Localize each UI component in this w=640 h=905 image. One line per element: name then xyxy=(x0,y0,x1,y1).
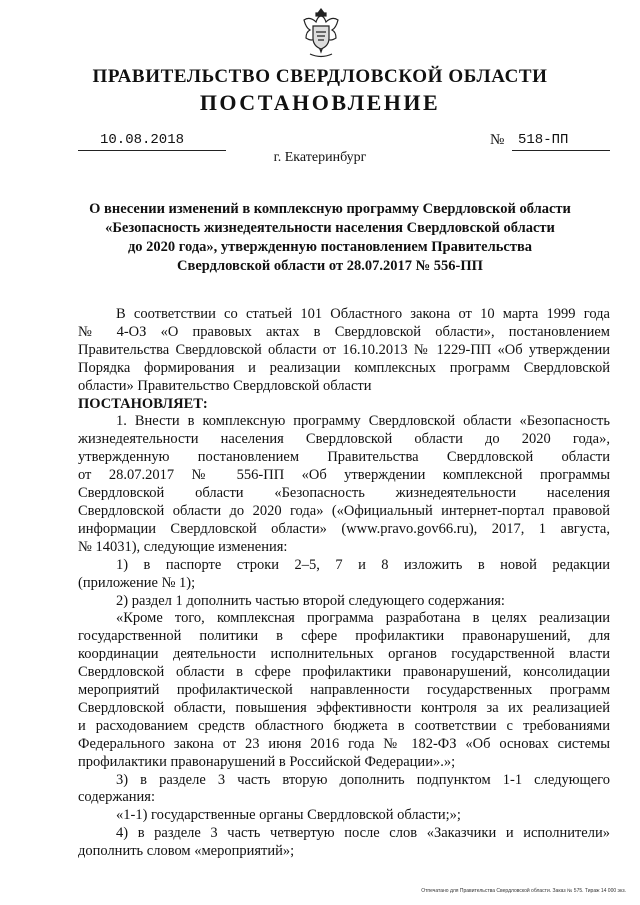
body-line: дополнить словом «мероприятий»; xyxy=(78,843,295,860)
document-number-field xyxy=(490,132,610,151)
document-number: 518-ПП xyxy=(512,132,610,151)
body-line: содержания: xyxy=(78,789,156,806)
body-line: № 14031), следующие изменения: xyxy=(78,538,288,555)
body-line: и расходованием средств областного бюджета в соответствии с требованиями xyxy=(78,717,610,734)
number-sign: № xyxy=(490,132,505,148)
body-line: Свердловской области, повышения эффективности контроля за их реализацией xyxy=(78,699,610,716)
body-line: Федерального закона от 23 июня 2016 года № 182-ФЗ «Об основах системы xyxy=(78,735,610,752)
body-line: 2) раздел 1 дополнить частью второй следующего содержания: xyxy=(116,592,505,609)
body-line: (приложение № 1); xyxy=(78,574,196,591)
document-title xyxy=(60,200,600,276)
body-line: области» Правительство Свердловской области xyxy=(78,377,372,394)
body-line: № 4-ОЗ «О правовых актах в Свердловской области», постановлением xyxy=(78,323,610,340)
title-line: О внесении изменений в комплексную программу Свердловской области xyxy=(89,201,571,217)
body-line: от 28.07.2017 № 556-ПП «Об утверждении комплексной программы xyxy=(78,467,610,484)
body-line: профилактики правонарушений в Российской Федерации».»; xyxy=(78,753,456,770)
title-line: «Безопасность жизнедеятельности населения Свердловской области xyxy=(105,220,555,236)
body-line: государственной политики в сфере профилактики правонарушений, для xyxy=(78,628,610,645)
document-type: ПОСТАНОВЛЕНИЕ xyxy=(199,90,441,115)
body-line: Порядка формирования и реализации комплексных программ Свердловской xyxy=(78,359,610,376)
print-footer: Отпечатано для Правительства Свердловской области. Заказ № 575. Тираж 14 000 экз. xyxy=(421,888,626,894)
body-line: Свердловской области до 2020 года» («Официальный интернет-портал правовой xyxy=(78,502,610,519)
body-line: Правительства Свердловской области от 16.10.2013 № 1229-ПП «Об утверждении xyxy=(78,341,610,358)
body-line: утвержденную постановлением Правительства Свердловской области xyxy=(78,449,610,466)
body-line: В соответствии со статьей 101 Областного закона от 10 марта 1999 года xyxy=(116,306,610,322)
document-date: 10.08.2018 xyxy=(78,132,226,151)
coat-of-arms-icon xyxy=(300,6,342,60)
document-body xyxy=(78,306,610,861)
body-line: Свердловской области «Безопасность жизнедеятельности населения xyxy=(78,485,610,502)
body-line: 4) в разделе 3 часть четвертую после слов «Заказчики и исполнители» xyxy=(116,825,610,842)
title-line: до 2020 года», утвержденную постановлением Правительства xyxy=(127,239,533,255)
body-line: жизнедеятельности населения Свердловской области до 2020 года», xyxy=(78,431,610,448)
title-line: Свердловской области от 28.07.2017 № 556-ПП xyxy=(177,258,483,274)
body-line: «Кроме того, комплексная программа разработана в целях реализации xyxy=(116,610,610,627)
body-line: «1-1) государственные органы Свердловской области;»; xyxy=(116,807,461,824)
body-line: 1) в паспорте строки 2–5, 7 и 8 изложить в новой редакции xyxy=(116,556,610,573)
body-line: информации Свердловской области» (www.pravo.gov66.ru), 2017, 1 августа, xyxy=(78,520,610,537)
body-line: Свердловской области в сфере профилактики правонарушений, консолидации xyxy=(78,664,610,681)
city: г. Екатеринбург xyxy=(273,150,367,165)
government-name: ПРАВИТЕЛЬСТВО СВЕРДЛОВСКОЙ ОБЛАСТИ xyxy=(92,66,548,87)
resolves-heading: ПОСТАНОВЛЯЕТ: xyxy=(78,395,208,412)
body-line: 1. Внести в комплексную программу Свердловской области «Безопасность xyxy=(116,413,610,430)
body-line: координации деятельности исполнительных органов государственной власти xyxy=(78,646,610,663)
body-line: 3) в разделе 3 часть вторую дополнить подпунктом 1-1 следующего xyxy=(116,771,610,788)
body-line: мероприятий профилактической направленности государственных программ xyxy=(78,682,610,699)
